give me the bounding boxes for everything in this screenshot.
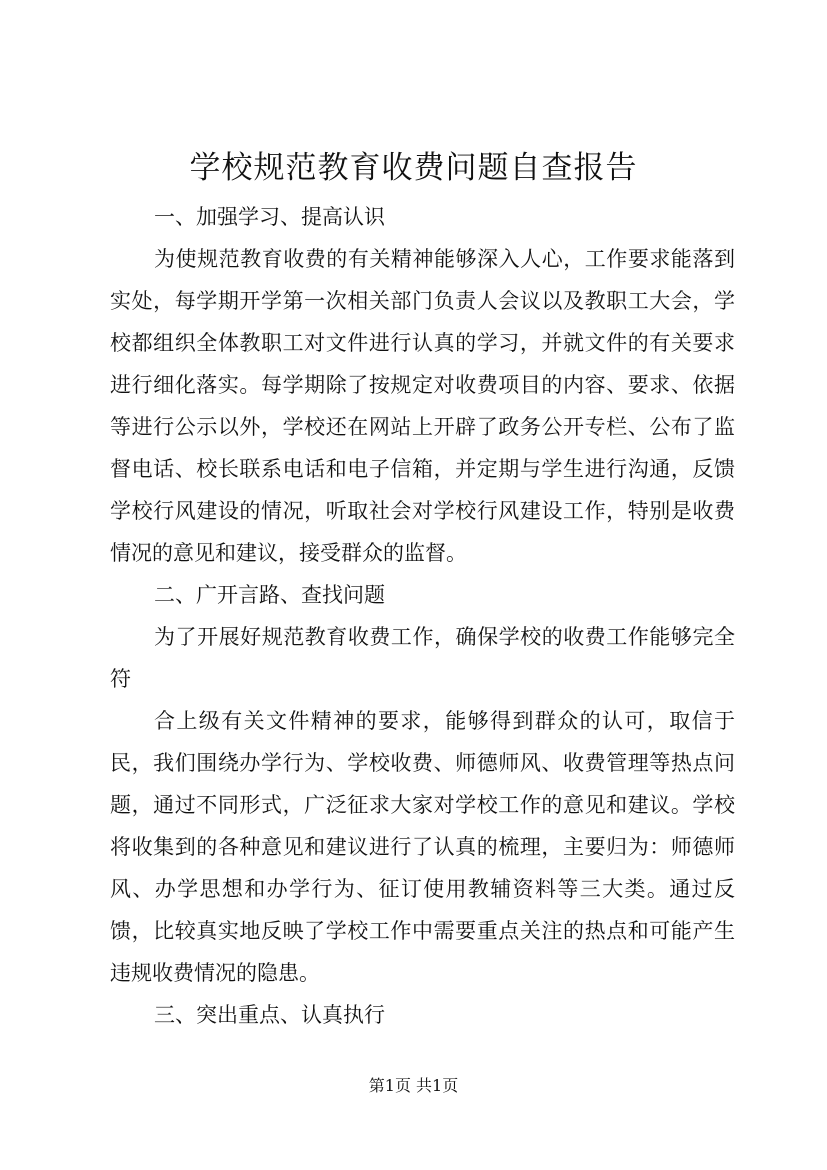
section-heading-2: 二、广开言路、查找问题 <box>154 583 385 607</box>
page-footer: 第1页 共1页 <box>368 1076 459 1095</box>
paragraph-3: 合上级有关文件精神的要求，能够得到群众的认可，取信于民，我们围绕办学行为、学校收费、师德师风、收费管理等热点问题，通过不同形式，广泛征求大家对学校工作的意见和建议。学校将收集到的各种意见和建议进行了认真的梳理，主要归为：师德师风、办学思想和办学行为、征订使用教辅资料等三大类。通过反馈，比较真实地反映了学校工作中需要重点关注的热点和可能产生违规收费情况的隐患。 <box>110 709 735 985</box>
document-title: 学校规范教育收费问题自查报告 <box>189 150 638 186</box>
paragraph-1: 为使规范教育收费的有关精神能够深入人心，工作要求能落到实处，每学期开学第一次相关部门负责人会议以及教职工大会，学校都组织全体教职工对文件进行认真的学习，并就文件的有关要求进行细化落实。每学期除了按规定对收费项目的内容、要求、依据等进行公示以外，学校还在网站上开辟了政务公开专栏、公布了监督电话、校长联系电话和电子信箱，并定期与学生进行沟通，反馈学校行风建设的情况，听取社会对学校行风建设工作，特别是收费情况的意见和建议，接受群众的监督。 <box>110 247 735 565</box>
document-body <box>110 196 735 1036</box>
section-heading-3: 三、突出重点、认真执行 <box>154 1003 385 1027</box>
paragraph-2: 为了开展好规范教育收费工作，确保学校的收费工作能够完全符 <box>110 625 735 691</box>
section-heading-1: 一、加强学习、提高认识 <box>154 205 385 229</box>
